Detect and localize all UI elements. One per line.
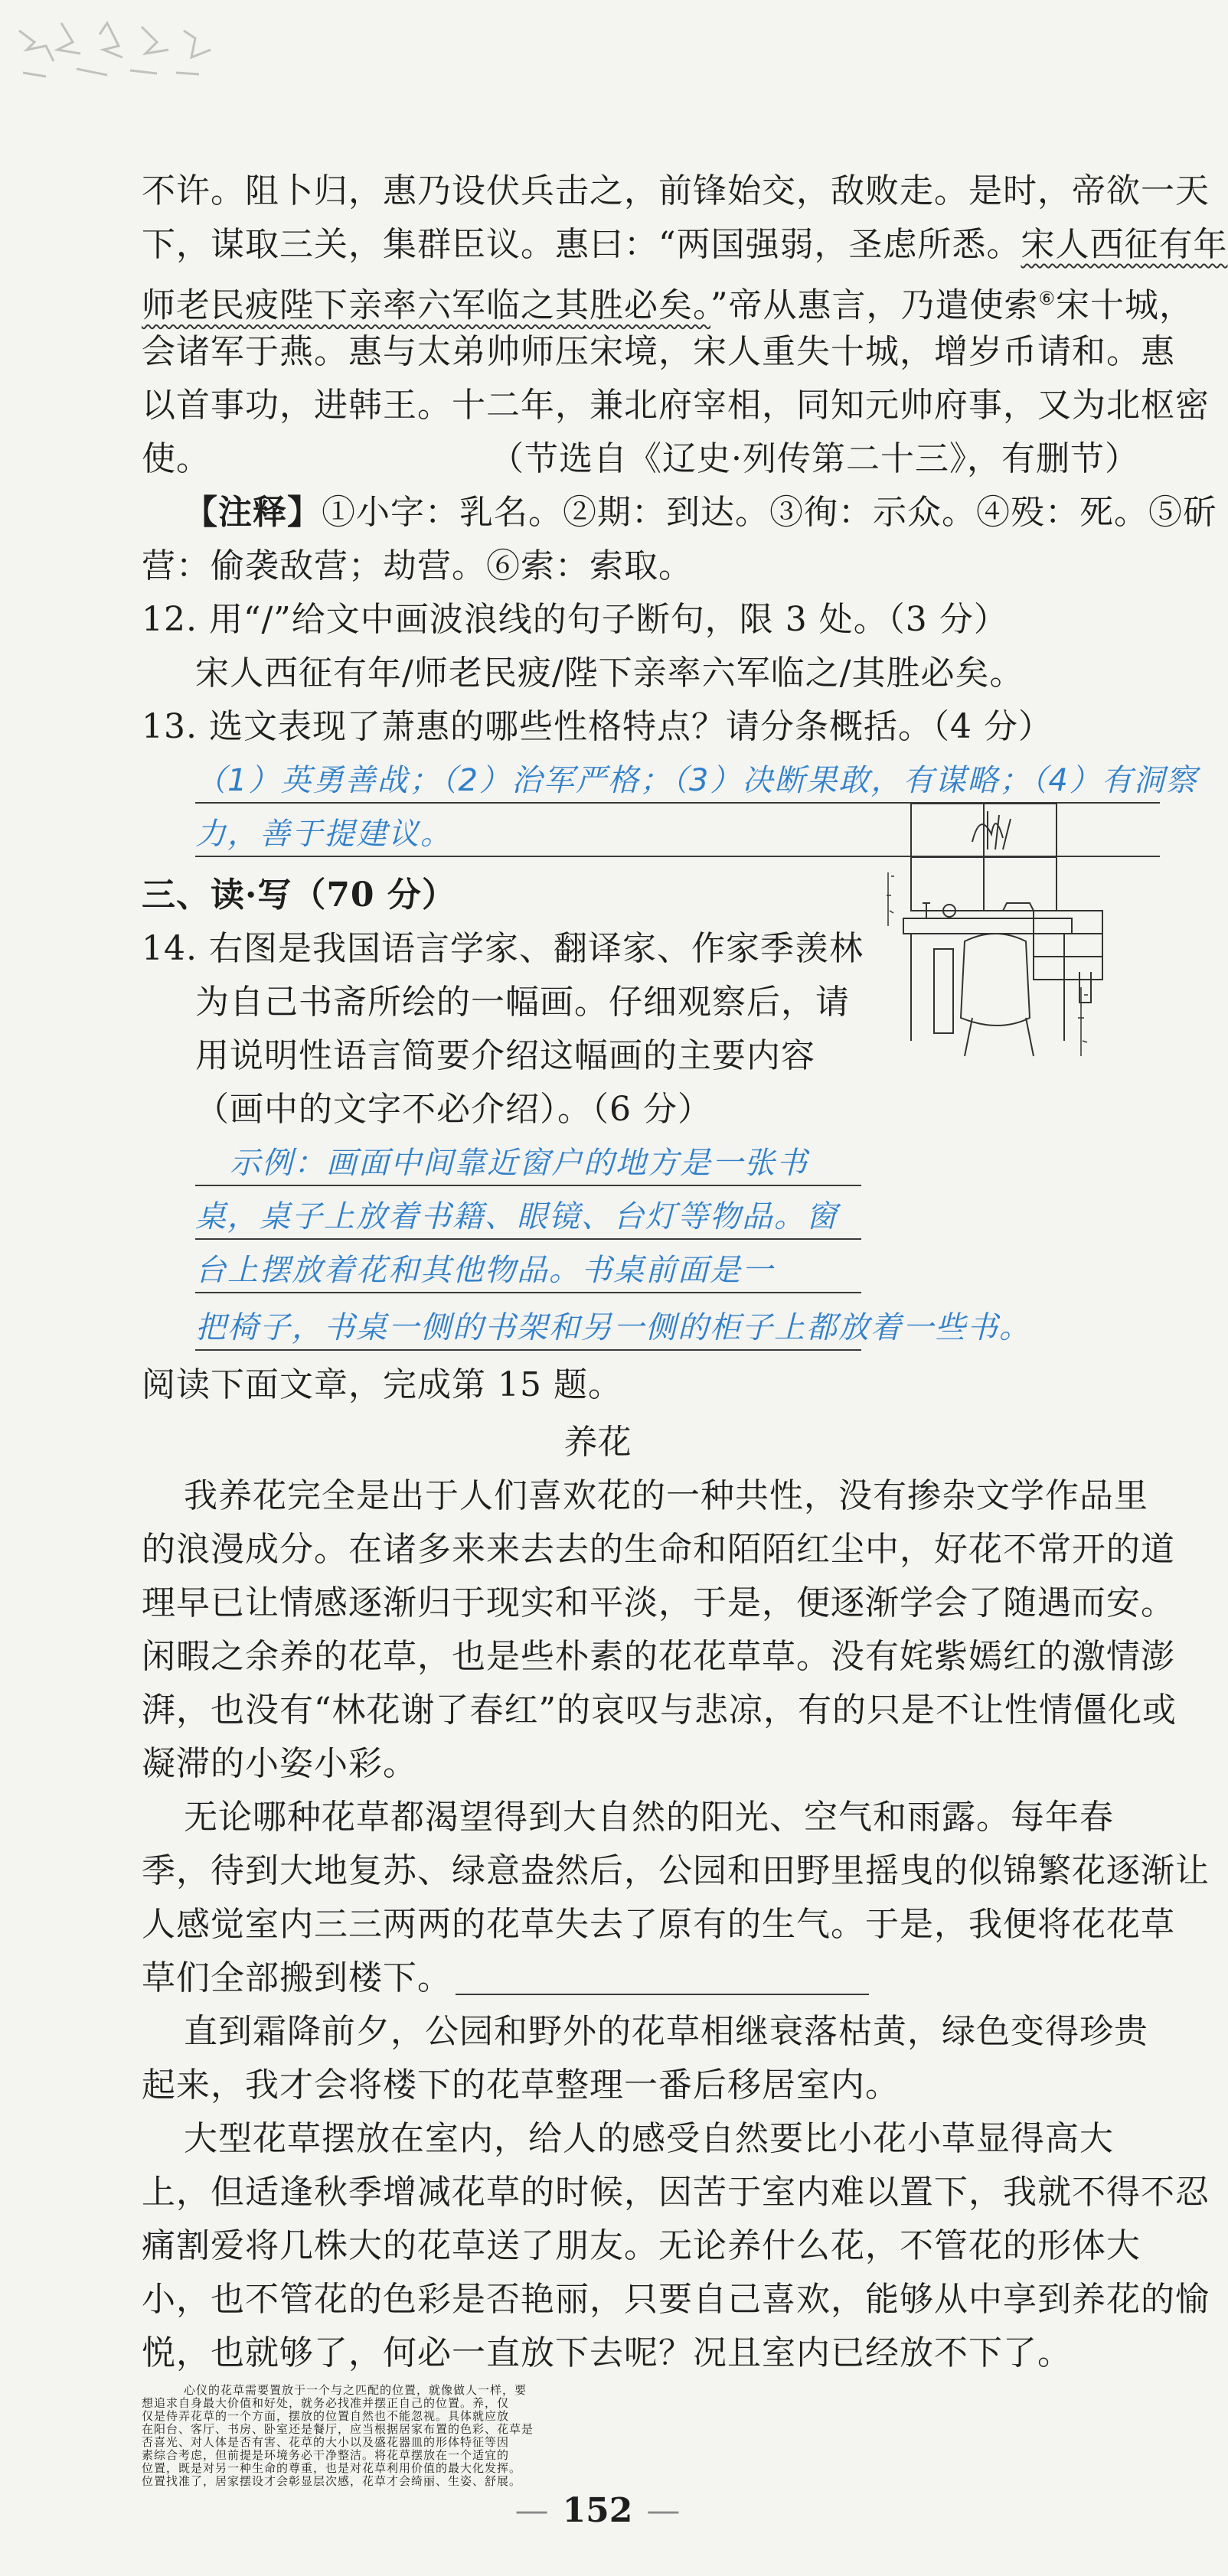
essay-p5-line-6: 素综合考虑，但前提是环境务必干净整洁。将花草摆放在一个适宜的	[142, 2448, 510, 2462]
essay-p4-line-2: 上，但适逢秋季增减花草的时候，因苦于室内难以置下，我就不得不忍	[142, 2173, 1210, 2212]
page-number-dash-right: —	[646, 2491, 681, 2530]
q13-answer-line-1: （1）英勇善战；（2）治军严格；（3）决断果敢，有谋略；（4）有洞察	[195, 763, 1198, 798]
passage-line-4: 会诸军于燕。惠与太弟帅师压宋境，宋人重失十城，增岁币请和。惠	[142, 332, 1175, 371]
essay-p5-line-5: 否喜光、对人体是否有害、花草的大小以及盛花器皿的形体特征等因	[142, 2435, 510, 2449]
answer-rule-3	[195, 1185, 861, 1186]
passage-source: （节选自《辽史·列传第二十三》，有删节）	[490, 439, 1139, 478]
passage-line-3	[142, 276, 1194, 329]
answer-rule-5	[195, 1292, 861, 1293]
corner-ink-scribble	[8, 0, 237, 99]
answer-rule-4	[195, 1238, 861, 1240]
passage-line-1: 不许。阻卜归，惠乃设伏兵击之，前锋始交，敌败走。是时，帝欲一天	[142, 171, 1210, 210]
passage-line-6: 使。	[142, 439, 211, 478]
passage-line-2-a: 下，谋取三关，集群臣议。惠曰：“两国强弱，圣虑所悉。	[142, 225, 1021, 264]
essay-p1-line-4: 闲暇之余养的花草，也是些朴素的花花草草。没有姹紫嫣红的激情澎	[142, 1637, 1175, 1676]
fill-blank-rule	[456, 1994, 869, 1995]
essay-p1-line-2: 的浪漫成分。在诸多来来去去的生命和陌陌红尘中，好花不常开的道	[142, 1530, 1175, 1569]
passage-line-2	[142, 222, 1228, 268]
essay-p5-line-3: 仅是侍弄花草的一个方面，摆放的位置自然也不能忽视。具体就应放	[142, 2409, 510, 2423]
q12-stem: 12. 用“/”给文中画波浪线的句子断句，限 3 处。（3 分）	[142, 600, 1008, 639]
essay-p2-line-3: 人感觉室内三三两两的花草失去了原有的生气。于是，我便将花花草	[142, 1905, 1175, 1944]
essay-p1-line-6: 凝滞的小姿小彩。	[142, 1744, 417, 1783]
q12-answer: 宋人西征有年/师老民疲/陛下亲率六军临之/其胜必矣。	[195, 654, 1024, 693]
q14-answer-line-1: 示例：画面中间靠近窗户的地方是一张书	[230, 1146, 808, 1181]
q13-stem: 13. 选文表现了萧惠的哪些性格特点？请分条概括。（4 分）	[142, 707, 1053, 746]
q13-answer-line-2: 力，善于提建议。	[195, 817, 452, 852]
q14-line-3: 用说明性语言简要介绍这幅画的主要内容	[195, 1036, 815, 1075]
essay-p4-line-4: 小，也不管花的色彩是否艳丽，只要自己喜欢，能够从中享到养花的愉	[142, 2280, 1210, 2319]
passage-line-5: 以首事功，进韩王。十二年，兼北府宰相，同知元帅府事，又为北枢密	[142, 386, 1210, 425]
q14-line-1: 14. 右图是我国语言学家、翻译家、作家季羡林	[142, 929, 864, 968]
notes-line-1	[184, 490, 1217, 536]
page-number: 152	[562, 2491, 633, 2530]
section-3-heading: 三、读·写（70 分）	[142, 876, 456, 915]
essay-p5-line-7: 位置，既是对另一种生命的尊重，也是对花草利用价值的最大化发挥。	[142, 2461, 522, 2475]
essay-p5-line-2: 想追求自身最大价值和好处，就务必找准并摆正自己的位置。养，仅	[142, 2396, 510, 2410]
q14-answer-line-2: 桌，桌子上放着书籍、眼镜、台灯等物品。窗	[195, 1199, 838, 1234]
q14-line-2: 为自己书斋所绘的一幅画。仔细观察后，请	[195, 983, 850, 1022]
essay-p1-line-1: 我养花完全是出于人们喜欢花的一种共性，没有掺杂文学作品里	[184, 1476, 1148, 1515]
passage-line-3-b: ”帝从惠言，乃遣使索	[710, 285, 1039, 325]
footnote-ref-6: ⑥	[1038, 288, 1057, 309]
q14-answer-line-3: 台上摆放着花和其他物品。书桌前面是一	[195, 1253, 774, 1288]
essay-p1-line-3: 理早已让情感逐渐归于现实和平淡，于是，便逐渐学会了随遇而安。	[142, 1583, 1175, 1622]
notes-label: 【注释】	[184, 493, 322, 532]
passage-line-3-c: 宋十城，	[1056, 285, 1194, 325]
essay-title: 养花	[563, 1423, 632, 1462]
essay-p5-line-8: 位置找准了，居家摆设才会彰显层次感，花草才会绮丽、生姿、舒展。	[142, 2474, 522, 2488]
essay-p5-line-1: 心仪的花草需要置放于一个与之匹配的位置，就像做人一样，要	[184, 2383, 527, 2397]
essay-p3-line-2: 起来，我才会将楼下的花草整理一番后移居室内。	[142, 2066, 900, 2105]
reading-intro: 阅读下面文章，完成第 15 题。	[142, 1365, 622, 1404]
essay-p1-line-5: 湃，也没有“林花谢了春红”的哀叹与悲凉，有的只是不让性情僵化或	[142, 1691, 1177, 1730]
page-number-dash-left: —	[514, 2491, 549, 2530]
study-sketch-image	[880, 796, 1110, 1071]
essay-p3-line-1: 直到霜降前夕，公园和野外的花草相继衰落枯黄，绿色变得珍贵	[184, 2012, 1148, 2051]
essay-p2-line-2: 季，待到大地复苏、绿意盎然后，公园和田野里摇曳的似锦繁花逐渐让	[142, 1851, 1210, 1890]
q14-answer-line-4: 把椅子，书桌一侧的书架和另一侧的柜子上都放着一些书。	[195, 1310, 1031, 1345]
q14-line-4: （画中的文字不必介绍）。（6 分）	[195, 1090, 712, 1129]
notes-line-2: 营：偷袭敌营；劫营。⑥索：索取。	[142, 546, 693, 585]
essay-p2-line-4: 草们全部搬到楼下。	[142, 1958, 452, 1997]
essay-p4-line-3: 痛割爱将几株大的花草送了朋友。无论养什么花，不管花的形体大	[142, 2226, 1141, 2265]
answer-rule-6	[195, 1349, 861, 1351]
essay-p5-line-4: 在阳台、客厅、书房、卧室还是餐厅，应当根据居家布置的色彩、花草是	[142, 2422, 534, 2436]
essay-p4-line-5: 悦，也就够了，何必一直放下去呢？况且室内已经放不下了。	[142, 2333, 1072, 2372]
notes-text-1: ①小字：乳名。②期：到达。③徇：示众。④殁：死。⑤斫	[322, 493, 1217, 532]
wavy-sentence-part-2: 师老民疲陛下亲率六军临之其胜必矣。	[142, 285, 710, 325]
page-number-footer	[0, 2491, 1195, 2530]
essay-p4-line-1: 大型花草摆放在室内，给人的感受自然要比小花小草显得高大	[184, 2119, 1114, 2158]
wavy-sentence-part-1: 宋人西征有年	[1021, 225, 1228, 264]
essay-p2-line-1: 无论哪种花草都渴望得到大自然的阳光、空气和雨露。每年春	[184, 1798, 1114, 1837]
